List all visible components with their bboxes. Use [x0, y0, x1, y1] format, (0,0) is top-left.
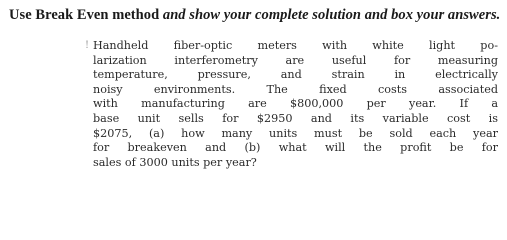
problem-line: with manufacturing are $800,000 per year. If a: [93, 97, 498, 111]
problem-line: noisy environments. The fixed costs associated: [93, 82, 498, 96]
instruction-plain: Use Break Even method: [9, 7, 163, 23]
problem-line: for breakeven and (b) what will the profit be for: [93, 141, 498, 155]
problem-marker: !: [85, 40, 90, 51]
problem-line: sales of 3000 units per year?: [93, 155, 257, 169]
problem-line: temperature, pressure, and strain in electrically: [93, 68, 498, 82]
problem-line: $2075, (a) how many units must be sold each year: [93, 126, 498, 140]
instruction-italic: and show your complete solution and box your answers.: [162, 7, 501, 23]
instruction-heading: [9, 7, 500, 24]
problem-line: Handheld fiber-optic meters with white light po-: [93, 39, 498, 52]
problem-statement: [85, 39, 498, 170]
problem-line: base unit sells for $2950 and its variable cost is: [93, 111, 498, 125]
problem-line: larization interferometry are useful for measuring: [93, 53, 498, 67]
